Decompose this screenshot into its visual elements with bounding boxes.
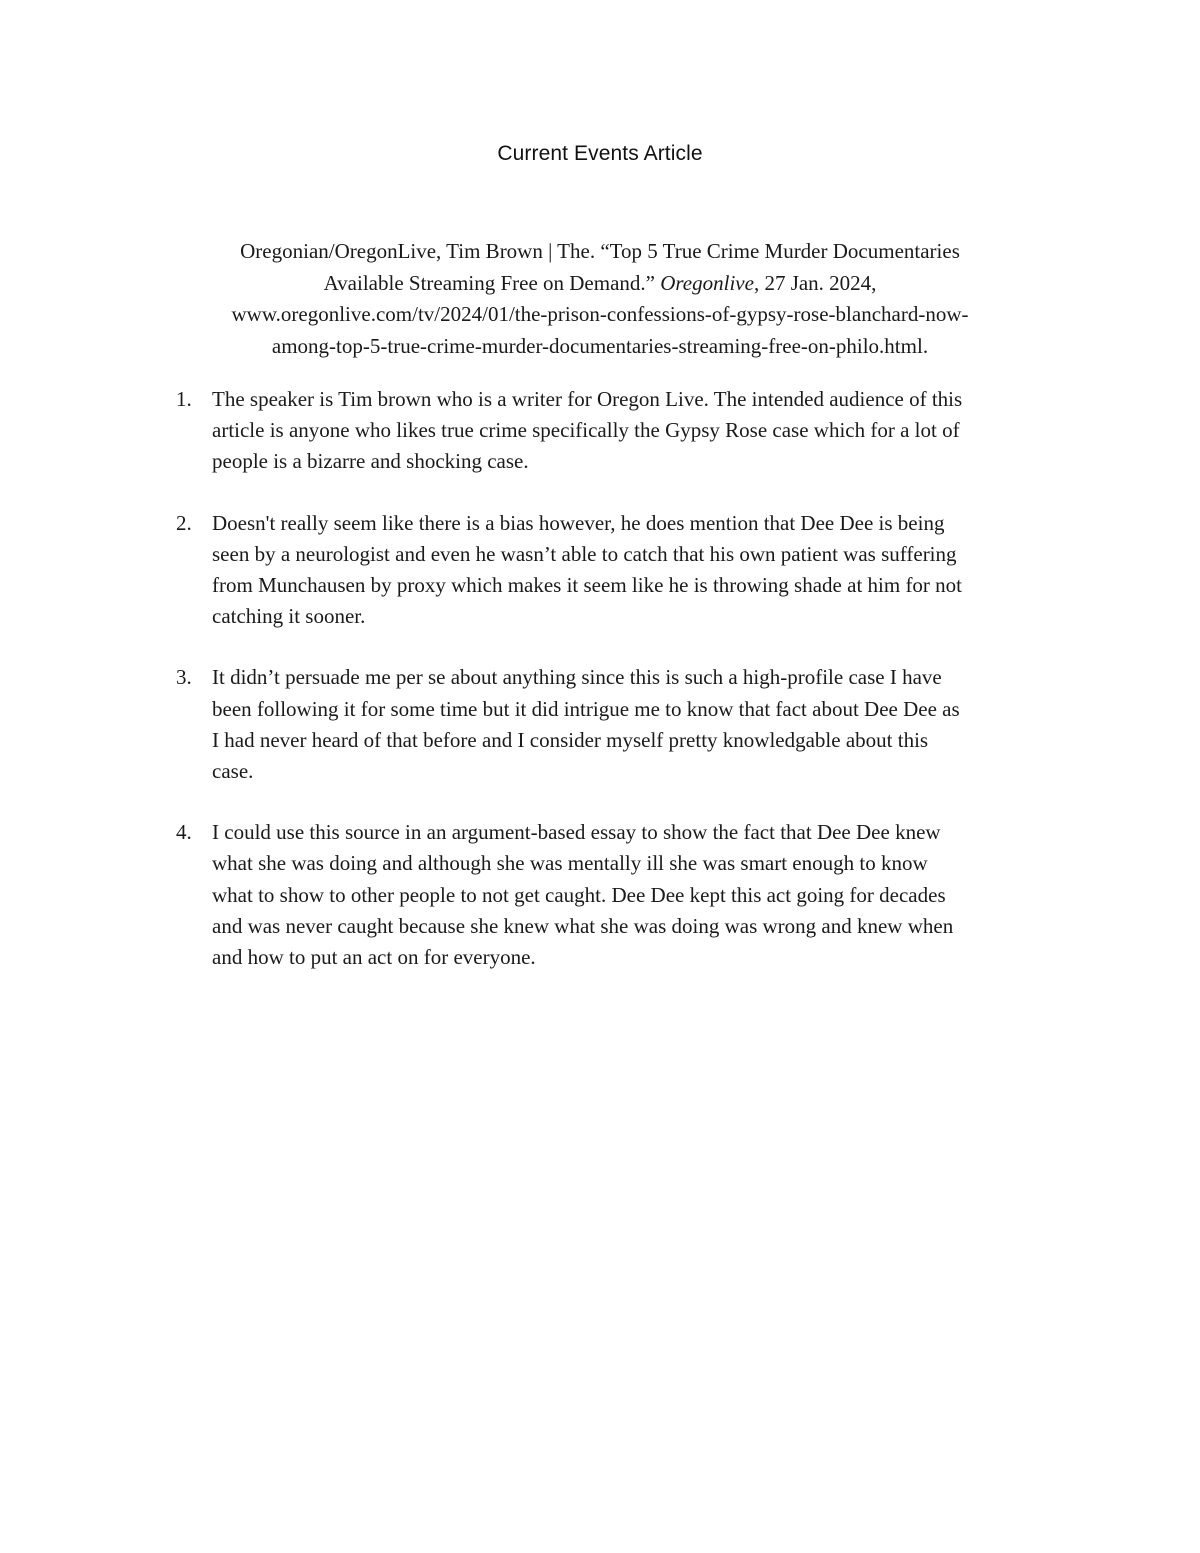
list-text — [212, 508, 1072, 633]
text-line: Doesn't really seem like there is a bias however, he does mention that Dee Dee is being — [212, 510, 945, 535]
text-line: It didn’t persuade me per se about anything since this is such a high-profile case I have — [212, 665, 942, 690]
list-number: 3. — [176, 665, 192, 690]
text-line: from Munchausen by proxy which makes it seem like he is throwing shade at him for not — [212, 573, 963, 598]
text-line: been following it for some time but it did intrigue me to know that fact about Dee Dee as — [212, 696, 960, 721]
list-text — [212, 817, 1072, 973]
text-line: and how to put an act on for everyone. — [212, 945, 536, 970]
list-text — [212, 384, 1072, 478]
citation-url-line: among-top-5-true-crime-murder-documentaries-streaming-free-on-philo.html. — [271, 333, 929, 358]
text-line: what to show to other people to not get caught. Dee Dee kept this act going for decades — [212, 882, 946, 907]
citation — [190, 236, 1010, 362]
citation-publication: Oregonlive — [660, 270, 754, 295]
document-title: Current Events Article — [497, 142, 703, 165]
list-item — [172, 817, 1072, 973]
list-text — [212, 662, 1072, 787]
text-line: catching it sooner. — [212, 604, 366, 629]
list-number: 4. — [176, 820, 192, 845]
list-item — [172, 508, 1072, 633]
citation-text: Available Streaming Free on Demand.” — [323, 270, 661, 295]
text-line: I had never heard of that before and I consider myself pretty knowledgable about this — [212, 727, 929, 752]
list-number: 2. — [176, 510, 192, 535]
citation-url-line: www.oregonlive.com/tv/2024/01/the-prison-confessions-of-gypsy-rose-blanchard-now- — [231, 302, 969, 326]
text-line: seen by a neurologist and even he wasn’t able to catch that his own patient was suffering — [212, 541, 957, 566]
text-line: people is a bizarre and shocking case. — [212, 449, 529, 474]
list-item — [172, 384, 1072, 478]
text-line: what she was doing and although she was mentally ill she was smart enough to know — [212, 851, 928, 876]
citation-line — [190, 268, 1010, 300]
list-number: 1. — [176, 387, 192, 411]
text-line: article is anyone who likes true crime specifically the Gypsy Rose case which for a lot of — [212, 418, 960, 443]
text-line: I could use this source in an argument-based essay to show the fact that Dee Dee knew — [212, 820, 941, 845]
citation-line: Oregonian/OregonLive, Tim Brown | The. “Top 5 True Crime Murder Documentaries — [240, 239, 960, 263]
text-line: case. — [212, 759, 254, 784]
text-line: and was never caught because she knew what she was doing was wrong and knew when — [212, 913, 954, 938]
text-line: The speaker is Tim brown who is a writer for Oregon Live. The intended audience of this — [212, 387, 963, 411]
list-item — [172, 662, 1072, 787]
answer-list — [172, 384, 1072, 1003]
citation-text: , 27 Jan. 2024, — [753, 270, 877, 295]
